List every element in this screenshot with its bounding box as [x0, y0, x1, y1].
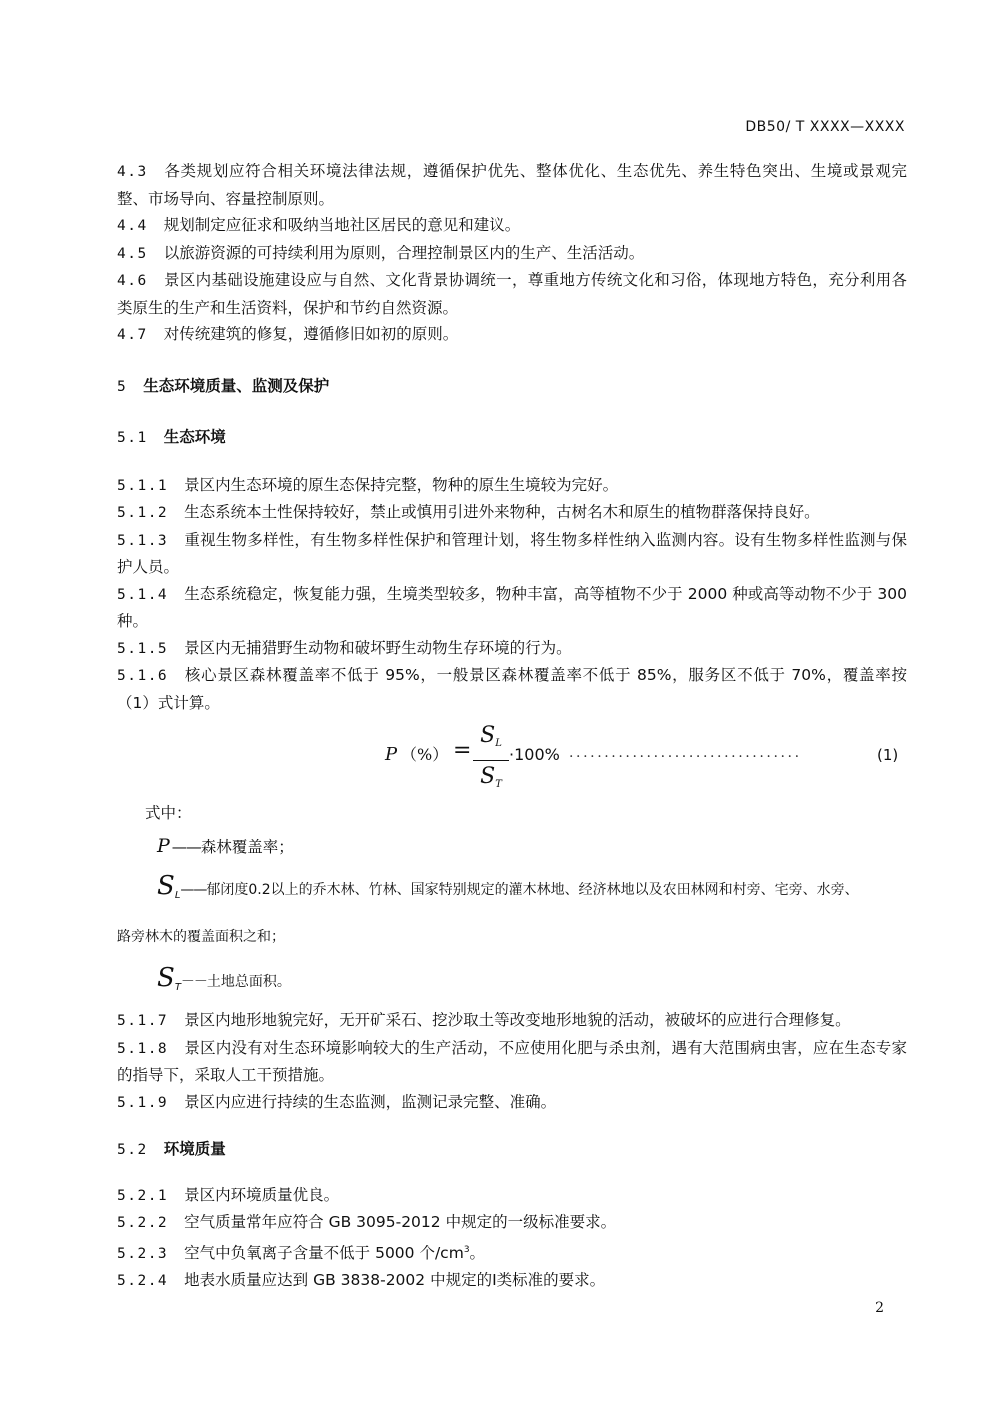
formula-p-symbol: P: [385, 744, 398, 765]
clause-tail: 。: [469, 1243, 486, 1262]
clause-text: 规划制定应征求和吸纳当地社区居民的意见和建议。: [163, 216, 521, 234]
clause-number: 5.2.3: [117, 1245, 169, 1262]
clause-5-1-9: [117, 1089, 907, 1117]
clause-text: 核心景区森林覆盖率不低于 95%，一般景区森林覆盖率不低于 85%，服务区不低于 70%，覆盖率按（1）式计算。: [117, 666, 907, 712]
clause-5-2-4: [117, 1267, 907, 1295]
clause-text: 景区内生态环境的原生态保持完整，物种的原生生境较为完好。: [184, 475, 619, 494]
formula-fraction: [473, 722, 509, 799]
definition-dash: －－: [180, 973, 207, 990]
definition-dash: ——: [171, 837, 201, 856]
formula-numerator: [473, 722, 509, 758]
clause-5-2-2: [117, 1209, 907, 1237]
clause-number: 5.1.5: [117, 640, 169, 657]
clause-4-6: [117, 267, 907, 321]
clause-text: 生态系统本土性保持较好，禁止或慎用引进外来物种，古树名木和原生的植物群落保持良好。: [184, 503, 820, 521]
clause-text: 景区内无捕猎野生动物和破坏野生动物生存环境的行为。: [184, 638, 572, 657]
clause-text: 重视生物多样性，有生物多样性保护和管理计划，将生物多样性纳入监测内容。设有生物多样性监测与保护人员。: [117, 530, 907, 576]
clause-5-1-3: [117, 527, 907, 581]
clause-text: 以旅游资源的可持续利用为原则，合理控制景区内的生产、生活活动。: [163, 243, 645, 262]
clause-number: 5.1.6: [117, 668, 169, 684]
section-title: 生态环境质量、监测及保护: [143, 376, 330, 395]
clause-number: 5.1.1: [117, 477, 169, 494]
definition-text: 土地总面积。: [206, 973, 291, 990]
clause-text: 生态系统稳定，恢复能力强，生境类型较多，物种丰富，高等植物不少于 2000 种或高等动物不少于 300 种。: [117, 584, 907, 630]
formula-leader-dots: .................................: [569, 745, 802, 761]
definition-text: 郁闭度0.2以上的乔木林、竹林、国家特别规定的灌木林地、经济林地以及农田林网和村旁、宅旁、水旁、: [206, 882, 859, 898]
clause-4-4: [117, 212, 907, 240]
definition-symbol: P: [157, 834, 170, 857]
formula-where-label: 式中：: [145, 804, 192, 822]
fraction-bar: [473, 760, 509, 761]
definition-symbol: S: [157, 871, 175, 901]
formula-percent-unit: （%）: [401, 745, 449, 764]
clause-4-7: [117, 321, 907, 349]
clause-number: 4.5: [117, 245, 148, 262]
definition-dash: ——: [180, 882, 207, 898]
numerator-subscript: L: [495, 738, 502, 749]
clause-number: 5.2.2: [117, 1215, 169, 1231]
document-id-header: DB50/ T XXXX—XXXX: [745, 119, 905, 135]
clause-text: 空气中负氧离子含量不低于 5000 个/cm: [184, 1243, 464, 1262]
clause-text: 对传统建筑的修复，遵循修旧如初的原则。: [163, 325, 459, 343]
clause-5-1-1: [117, 472, 907, 500]
section-5-2-heading: [117, 1136, 907, 1164]
clause-number: 5.1.7: [117, 1013, 169, 1029]
section-number: 5.2: [117, 1142, 148, 1158]
clause-5-1-6: [117, 662, 907, 716]
section-5-heading: [117, 373, 907, 401]
clause-text: 空气质量常年应符合 GB 3095-2012 中规定的一级标准要求。: [184, 1213, 617, 1231]
definition-text: 森林覆盖率；: [200, 837, 294, 856]
formula-multiplier: ·100%: [509, 745, 560, 764]
clause-5-1-2: [117, 499, 907, 527]
clause-text: 景区内地形地貌完好，无开矿采石、挖沙取土等改变地形地貌的活动，被破坏的应进行合理修复。: [184, 1011, 851, 1029]
clause-number: 5.1.9: [117, 1094, 169, 1111]
clause-text: 景区内没有对生态环境影响较大的生产活动，不应使用化肥与杀虫剂，遇有大范围病虫害，应在生态专家的指导下，采取人工干预措施。: [117, 1038, 907, 1084]
section-number: 5.1: [117, 430, 148, 446]
denominator-subscript: T: [495, 779, 502, 790]
section-title: 生态环境: [163, 428, 226, 446]
clause-5-1-5: [117, 635, 907, 663]
clause-5-2-3: [117, 1237, 907, 1268]
superscript-3: 3: [463, 1244, 470, 1255]
formula-denominator: [473, 763, 509, 799]
page-number: 2: [875, 1300, 884, 1316]
clause-5-1-4: [117, 581, 907, 635]
formula-equals: =: [453, 738, 472, 763]
clause-number: 4.7: [117, 327, 148, 343]
definition-symbol: S: [157, 962, 175, 993]
clause-5-2-1: [117, 1182, 907, 1210]
clause-number: 5.1.8: [117, 1040, 169, 1057]
document-body: [117, 158, 907, 1295]
clause-number: 5.2.4: [117, 1273, 169, 1290]
section-number: 5: [117, 378, 128, 395]
clause-text: 景区内环境质量优良。: [184, 1185, 340, 1204]
definition-subscript: L: [174, 890, 181, 901]
clause-5-1-8: [117, 1035, 907, 1089]
clause-5-1-7: [117, 1007, 907, 1035]
definition-st: [157, 962, 907, 1002]
denominator-symbol: S: [480, 764, 496, 789]
clause-text: 景区内基础设施建设应与自然、文化背景协调统一，尊重地方传统文化和习俗，体现地方特色，充分利用各类原生的生产和生活资料，保护和节约自然资源。: [117, 271, 907, 317]
section-title: 环境质量: [163, 1140, 226, 1158]
clause-4-3: [117, 158, 907, 212]
clause-text: 景区内应进行持续的生态监测，监测记录完整、准确。: [184, 1092, 557, 1111]
definition-sl-continuation: 路旁林木的覆盖面积之和；: [117, 929, 285, 945]
clause-number: 5.1.2: [117, 505, 169, 521]
clause-number: 4.3: [117, 164, 148, 180]
formula-definitions: [117, 833, 907, 1002]
clause-text: 地表水质量应达到 GB 3838-2002 中规定的Ⅰ类标准的要求。: [184, 1271, 606, 1290]
clause-number: 5.2.1: [117, 1187, 169, 1204]
clause-text: 各类规划应符合相关环境法律法规，遵循保护优先、整体优化、生态优先、养生特色突出、生境或景观完整、市场导向、容量控制原则。: [117, 162, 907, 208]
section-5-1-heading: [117, 424, 907, 452]
definition-subscript: T: [174, 981, 181, 993]
definition-sl: [157, 871, 907, 908]
clause-number: 4.6: [117, 273, 148, 289]
clause-4-5: [117, 240, 907, 268]
numerator-symbol: S: [480, 723, 496, 748]
formula-equation-number: (1): [877, 746, 899, 764]
definition-p: [157, 833, 907, 861]
clause-number: 5.1.4: [117, 586, 169, 603]
coverage-formula: [117, 723, 907, 792]
clause-number: 5.1.3: [117, 532, 169, 549]
clause-number: 4.4: [117, 218, 148, 234]
